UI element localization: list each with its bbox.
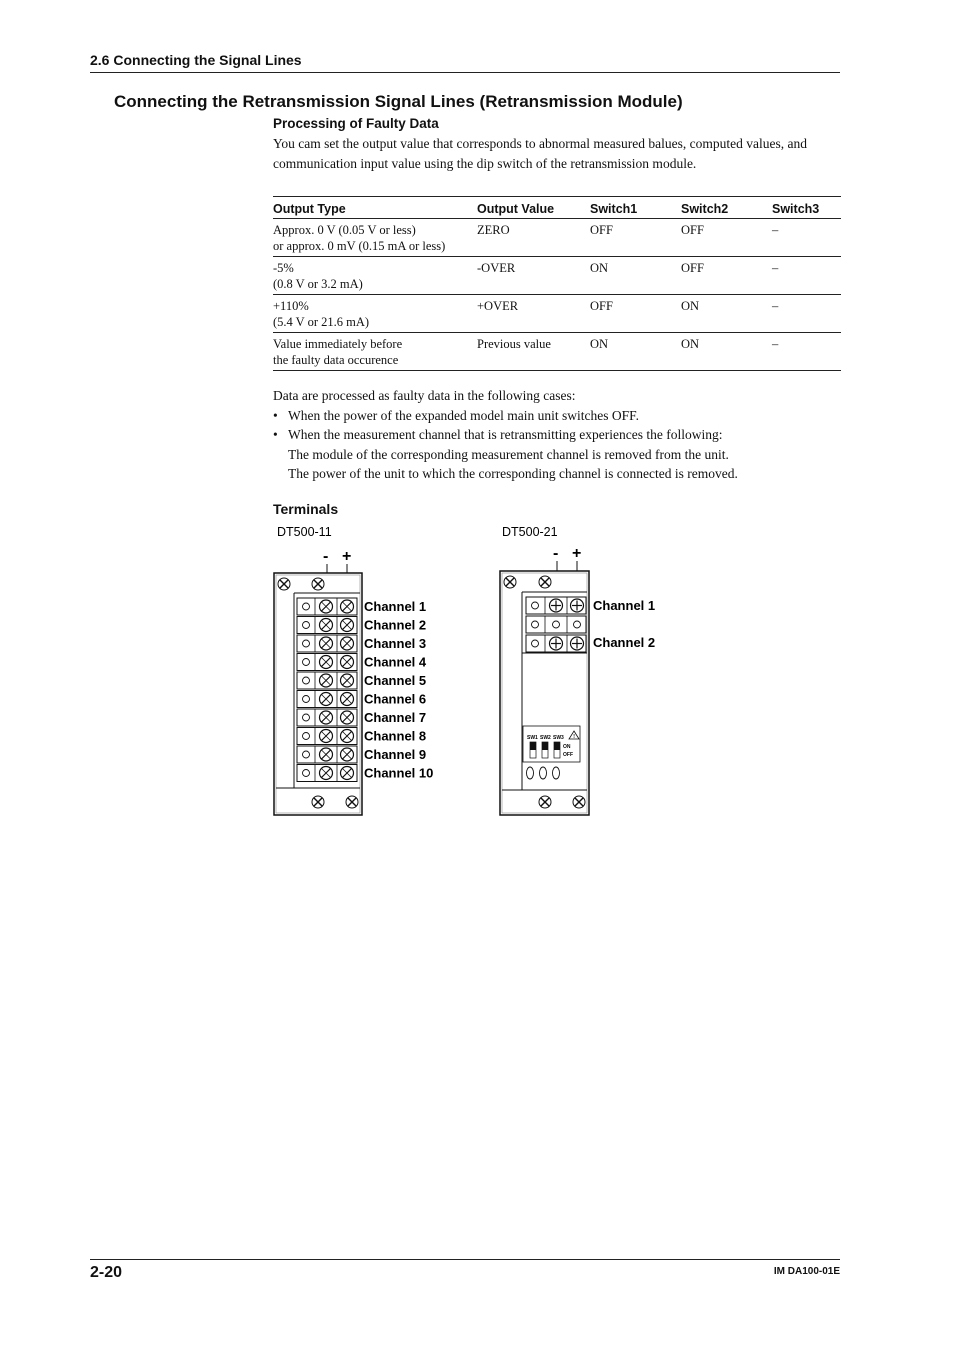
cell-output-type: Value immediately before the faulty data occurence bbox=[273, 333, 477, 371]
mounting-screw-icon bbox=[539, 796, 551, 808]
terminal-row bbox=[526, 635, 586, 652]
channel-label: Channel 7 bbox=[364, 710, 427, 725]
minus-label: - bbox=[323, 548, 329, 565]
cell-switch1: ON bbox=[590, 257, 681, 295]
terminal-row bbox=[526, 616, 586, 633]
dt500-21-module bbox=[500, 525, 655, 815]
plus-terminal-icon bbox=[341, 711, 354, 724]
mounting-screw-icon bbox=[312, 578, 324, 590]
terminal-hole-icon bbox=[303, 677, 310, 684]
terminal-hole-icon bbox=[303, 622, 310, 629]
plus-terminal-icon bbox=[341, 767, 354, 780]
plus-terminal-icon bbox=[341, 619, 354, 632]
plus-terminal-icon bbox=[341, 693, 354, 706]
cell-output-value: +OVER bbox=[477, 295, 590, 333]
minus-terminal-icon bbox=[320, 693, 333, 706]
minus-terminal-icon bbox=[320, 600, 333, 613]
minus-terminal-icon bbox=[320, 767, 333, 780]
cell-switch1: ON bbox=[590, 333, 681, 371]
bullet: • bbox=[273, 427, 278, 442]
intro-paragraph: You cam set the output value that corresponds to abnormal measured balues, computed values, and communication input value using the dip switch of the retransmission module. bbox=[273, 136, 807, 171]
plus-terminal-icon bbox=[341, 730, 354, 743]
terminal-hole-icon bbox=[574, 621, 581, 628]
cell-switch3: – bbox=[772, 295, 841, 333]
document-id: IM DA100-01E bbox=[773, 1266, 840, 1277]
terminal-hole-icon bbox=[303, 751, 310, 758]
model-label: DT500-11 bbox=[277, 525, 332, 539]
channel-label: Channel 5 bbox=[364, 673, 427, 688]
cases-intro: Data are processed as faulty data in the following cases: bbox=[273, 388, 576, 403]
mounting-screw-icon bbox=[312, 796, 324, 808]
off-label: OFF bbox=[563, 752, 573, 758]
plus-terminal-icon bbox=[341, 637, 354, 650]
minus-terminal-icon bbox=[550, 599, 563, 612]
terminal-row bbox=[297, 765, 433, 782]
channel-label: Channel 6 bbox=[364, 691, 427, 707]
terminal-hole-icon bbox=[532, 602, 539, 609]
cell-switch3: – bbox=[772, 219, 841, 257]
terminal-hole-icon bbox=[303, 696, 310, 703]
col-header: Switch2 bbox=[681, 197, 772, 219]
plus-terminal-icon bbox=[341, 748, 354, 761]
mounting-screw-icon bbox=[573, 796, 585, 808]
model-label: DT500-21 bbox=[502, 525, 558, 539]
minus-terminal-icon bbox=[320, 637, 333, 650]
dt500-11-module bbox=[274, 525, 433, 815]
cell-switch3: – bbox=[772, 333, 841, 371]
channel-label: Channel 10 bbox=[364, 765, 434, 781]
section-header: 2.6 Connecting the Signal Lines bbox=[90, 52, 302, 68]
plus-terminal-icon bbox=[571, 637, 584, 650]
cell-output-value: Previous value bbox=[477, 333, 590, 371]
list-item: • When the measurement channel that is retransmitting experiences the following: bbox=[273, 425, 841, 445]
indicator-led bbox=[540, 767, 547, 779]
sub-item: The module of the corresponding measurement channel is removed from the unit. bbox=[288, 446, 729, 462]
plus-label: + bbox=[342, 548, 352, 565]
cell-switch1: OFF bbox=[590, 295, 681, 333]
cell-switch3: – bbox=[772, 257, 841, 295]
col-header: Output Type bbox=[273, 197, 477, 219]
minus-terminal-icon bbox=[320, 730, 333, 743]
cell-switch2: ON bbox=[681, 333, 772, 371]
minus-terminal-icon bbox=[320, 656, 333, 669]
cell-output-value: -OVER bbox=[477, 257, 590, 295]
terminal-hole-icon bbox=[303, 603, 310, 610]
channel-label: Channel 9 bbox=[364, 747, 427, 762]
terminal-hole-icon bbox=[303, 640, 310, 647]
footer-rule bbox=[90, 1259, 840, 1260]
indicator-led bbox=[553, 767, 560, 779]
plus-terminal-icon bbox=[341, 674, 354, 687]
cell-output-type: -5% (0.8 V or 3.2 mA) bbox=[273, 257, 477, 295]
minus-terminal-icon bbox=[320, 748, 333, 761]
col-header: Switch1 bbox=[590, 197, 681, 219]
terminal-hole-icon bbox=[553, 621, 560, 628]
terminal-hole-icon bbox=[303, 770, 310, 777]
channel-label: Channel 2 bbox=[593, 635, 656, 650]
cell-switch2: ON bbox=[681, 295, 772, 333]
col-header: Switch3 bbox=[772, 197, 841, 219]
cell-output-type: Approx. 0 V (0.05 V or less) or approx. 0 mV (0.15 mA or less) bbox=[273, 219, 477, 257]
channel-label: Channel 4 bbox=[364, 654, 427, 670]
minus-terminal-icon bbox=[320, 674, 333, 687]
terminal-row bbox=[526, 597, 586, 614]
indicator-led bbox=[527, 767, 534, 779]
plus-terminal-icon bbox=[341, 656, 354, 669]
terminal-hole-icon bbox=[532, 621, 539, 628]
bullet: • bbox=[273, 407, 278, 423]
channel-label: Channel 3 bbox=[364, 636, 427, 651]
section-subtitle: Processing of Faulty Data bbox=[273, 116, 439, 131]
minus-terminal-icon bbox=[320, 711, 333, 724]
plus-terminal-icon bbox=[341, 600, 354, 613]
cell-switch1: OFF bbox=[590, 219, 681, 257]
svg-text:!: ! bbox=[573, 734, 575, 740]
minus-terminal-icon bbox=[550, 637, 563, 650]
sub-item: The power of the unit to which the corresponding channel is connected is removed. bbox=[288, 466, 738, 481]
col-header: Output Value bbox=[477, 197, 590, 219]
channel-label: Channel 8 bbox=[364, 728, 427, 744]
list-item: • When the power of the expanded model main unit switches OFF. bbox=[273, 406, 841, 426]
plus-label: + bbox=[572, 545, 582, 562]
mounting-screw-icon bbox=[278, 578, 290, 590]
terminal-hole-icon bbox=[303, 659, 310, 666]
mounting-screw-icon bbox=[346, 796, 358, 808]
cell-switch2: OFF bbox=[681, 219, 772, 257]
cell-output-value: ZERO bbox=[477, 219, 590, 257]
terminal-hole-icon bbox=[532, 640, 539, 647]
channel-label: Channel 1 bbox=[364, 599, 427, 614]
switch-label: SW3 bbox=[553, 735, 564, 741]
terminal-hole-icon bbox=[303, 733, 310, 740]
minus-terminal-icon bbox=[320, 619, 333, 632]
switch-label: SW2 bbox=[540, 735, 551, 741]
channel-label: Channel 2 bbox=[364, 617, 427, 633]
channel-label: Channel 1 bbox=[593, 598, 656, 613]
terminal-hole-icon bbox=[303, 714, 310, 721]
on-label: ON bbox=[563, 744, 571, 750]
plus-terminal-icon bbox=[571, 599, 584, 612]
mounting-screw-icon bbox=[539, 576, 551, 588]
page-title: Connecting the Retransmission Signal Lines (Retransmission Module) bbox=[114, 92, 683, 111]
page-number: 2-20 bbox=[90, 1264, 123, 1281]
cell-output-type: +110% (5.4 V or 21.6 mA) bbox=[273, 295, 477, 333]
terminals-title: Terminals bbox=[273, 501, 339, 517]
cell-switch2: OFF bbox=[681, 257, 772, 295]
minus-label: - bbox=[553, 545, 559, 562]
switch-label: SW1 bbox=[527, 735, 538, 741]
mounting-screw-icon bbox=[504, 576, 516, 588]
